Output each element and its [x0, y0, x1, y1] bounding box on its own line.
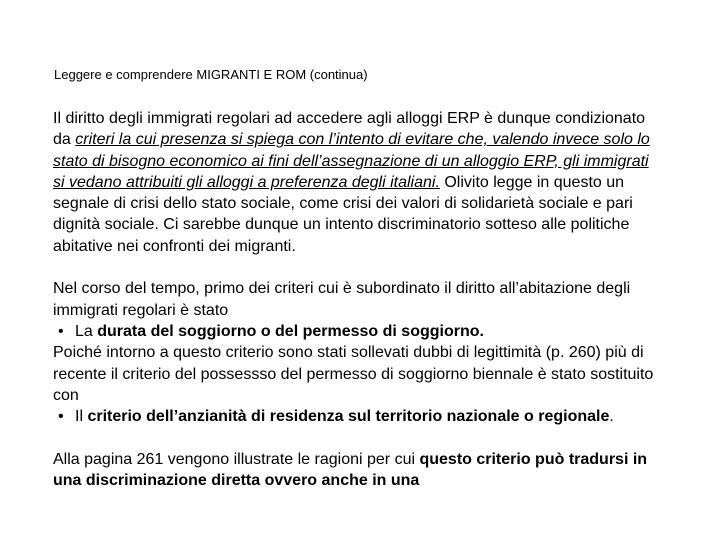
bullet-bold-text: criterio dell’anzianità di residenza sul territorio nazionale o regionale: [87, 408, 610, 426]
paragraph-page-261: [53, 449, 663, 492]
paragraph-text: Olivito legge in questo un segnale di crisi dello stato sociale, come crisi dei valori di solidarietà sociale e pari dignità sociale. Ci sarebbe dunque un intento discriminatorio sotteso alle politiche abitative nei confronti dei migranti.: [53, 173, 633, 255]
bullet-icon: •: [58, 408, 64, 426]
slide-subtitle: Leggere e comprendere MIGRANTI E ROM (continua): [54, 67, 368, 82]
underlined-criteria-text: criteri la cui presenza si spiega con l’intento di evitare che, valendo invece solo lo stato di bisogno economico ai fini dell’assegnazione di un alloggio ERP, gli immigrati si vedano attribuiti gli alloggi a preferenza degli italiani.: [53, 131, 650, 191]
paragraph-erp-access: [53, 108, 663, 257]
paragraph-criteria: [53, 278, 663, 427]
paragraph-text: Nel corso del tempo, primo dei criteri cui è subordinato il diritto all’abitazione degli immigrati regolari è stato: [53, 280, 631, 319]
bullet-item-residence-duration: [53, 321, 663, 342]
bullet-prefix: La: [75, 322, 98, 340]
paragraph-text: Alla pagina 261 vengono illustrate le ragioni per cui: [53, 450, 420, 468]
bullet-item-residence-seniority: [53, 406, 663, 427]
paragraph-text: Il diritto degli immigrati regolari ad accedere agli alloggi ERP è dunque condizionato da: [53, 110, 646, 149]
bullet-suffix: .: [609, 408, 614, 426]
bullet-prefix: Il: [75, 408, 88, 426]
slide-body: [53, 108, 663, 491]
bold-text: questo criterio può tradursi in una discriminazione diretta ovvero anche in una: [53, 450, 648, 490]
paragraph-text: Poiché intorno a questo criterio sono stati sollevati dubbi di legittimità (p. 260) più di recente il criterio del possessso del permesso di soggiorno biennale è stato sostituito con: [53, 344, 654, 404]
bullet-bold-text: durata del soggiorno o del permesso di soggiorno.: [97, 322, 484, 340]
bullet-icon: •: [58, 322, 64, 340]
